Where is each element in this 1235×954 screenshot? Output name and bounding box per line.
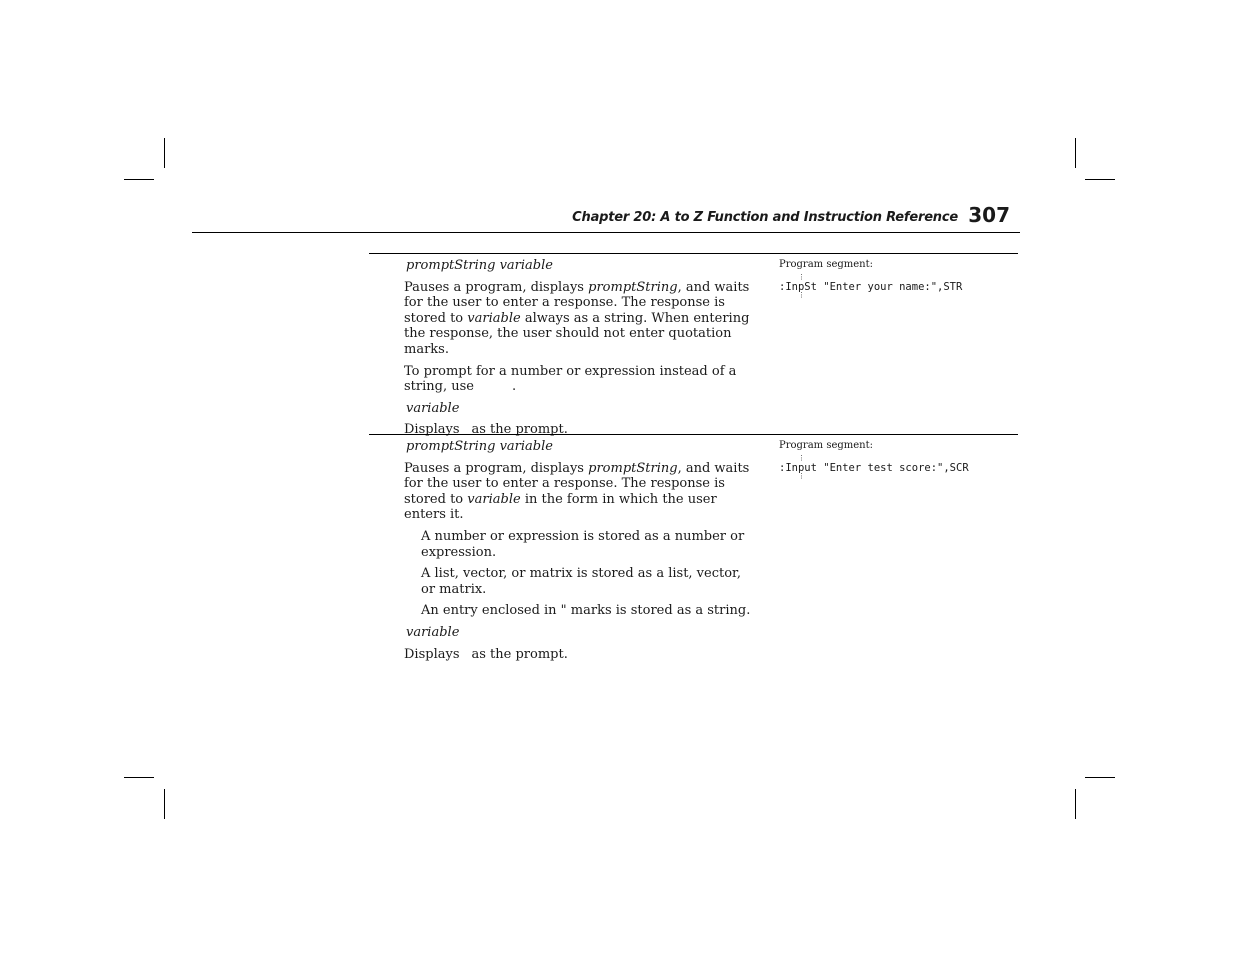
crop-mark-bottom-right-vertical: [1075, 789, 1076, 819]
example-label: Program segment:: [779, 440, 874, 451]
crop-mark-bottom-left-vertical: [164, 789, 165, 819]
reference-entry-input: [369, 434, 1018, 660]
continuation-dots: ⋮: [798, 472, 805, 480]
example-column: [779, 259, 1014, 297]
entry-description: [404, 439, 756, 668]
crop-mark-top-right-vertical: [1075, 138, 1076, 168]
alt-syntax-line: variable: [406, 624, 460, 640]
example-column: [779, 440, 1014, 478]
alt-syntax-line: variable: [406, 400, 460, 416]
crop-mark-bottom-right-horizontal: [1085, 777, 1115, 778]
list-item: An entry enclosed in " marks is stored as a string.: [421, 603, 751, 619]
crop-mark-top-left-horizontal: [124, 179, 154, 180]
list-item: A list, vector, or matrix is stored as a list, vector, or matrix.: [421, 566, 741, 597]
running-head: [192, 202, 1020, 233]
alt-description: Displays as the prompt.: [404, 422, 568, 438]
crop-mark-top-left-vertical: [164, 138, 165, 168]
crop-mark-top-right-horizontal: [1085, 179, 1115, 180]
note-paragraph: To prompt for a number or expression instead of a string, use .: [404, 363, 737, 395]
page-number: 307: [968, 203, 1010, 227]
code-line: :InpSt "Enter your name:",STR: [779, 281, 963, 293]
example-label: Program segment:: [779, 259, 874, 270]
description-paragraph: Pauses a program, displays promptString, and waits for the user to enter a response. The response is stored to variable in the form in which the user enters it.: [404, 460, 750, 523]
alt-description: Displays as the prompt.: [404, 646, 568, 662]
syntax-line: promptString variable: [406, 439, 553, 454]
description-paragraph: Pauses a program, displays promptString, and waits for the user to enter a response. The response is stored to variable always as a string. When entering the response, the user should not enter quotation marks.: [404, 279, 750, 357]
crop-mark-bottom-left-horizontal: [124, 777, 154, 778]
continuation-dots: ⋮: [798, 454, 805, 462]
continuation-dots: ⋮: [798, 291, 805, 299]
list-item: A number or expression is stored as a number or expression.: [421, 528, 745, 560]
syntax-line: promptString variable: [406, 258, 553, 273]
entry-description: [404, 258, 756, 444]
chapter-title: Chapter 20: A to Z Function and Instruction Reference: [572, 210, 958, 225]
reference-entry-inputstr: [369, 253, 1018, 438]
continuation-dots: ⋮: [798, 273, 805, 281]
code-line: :Input "Enter test score:",SCR: [779, 462, 969, 474]
